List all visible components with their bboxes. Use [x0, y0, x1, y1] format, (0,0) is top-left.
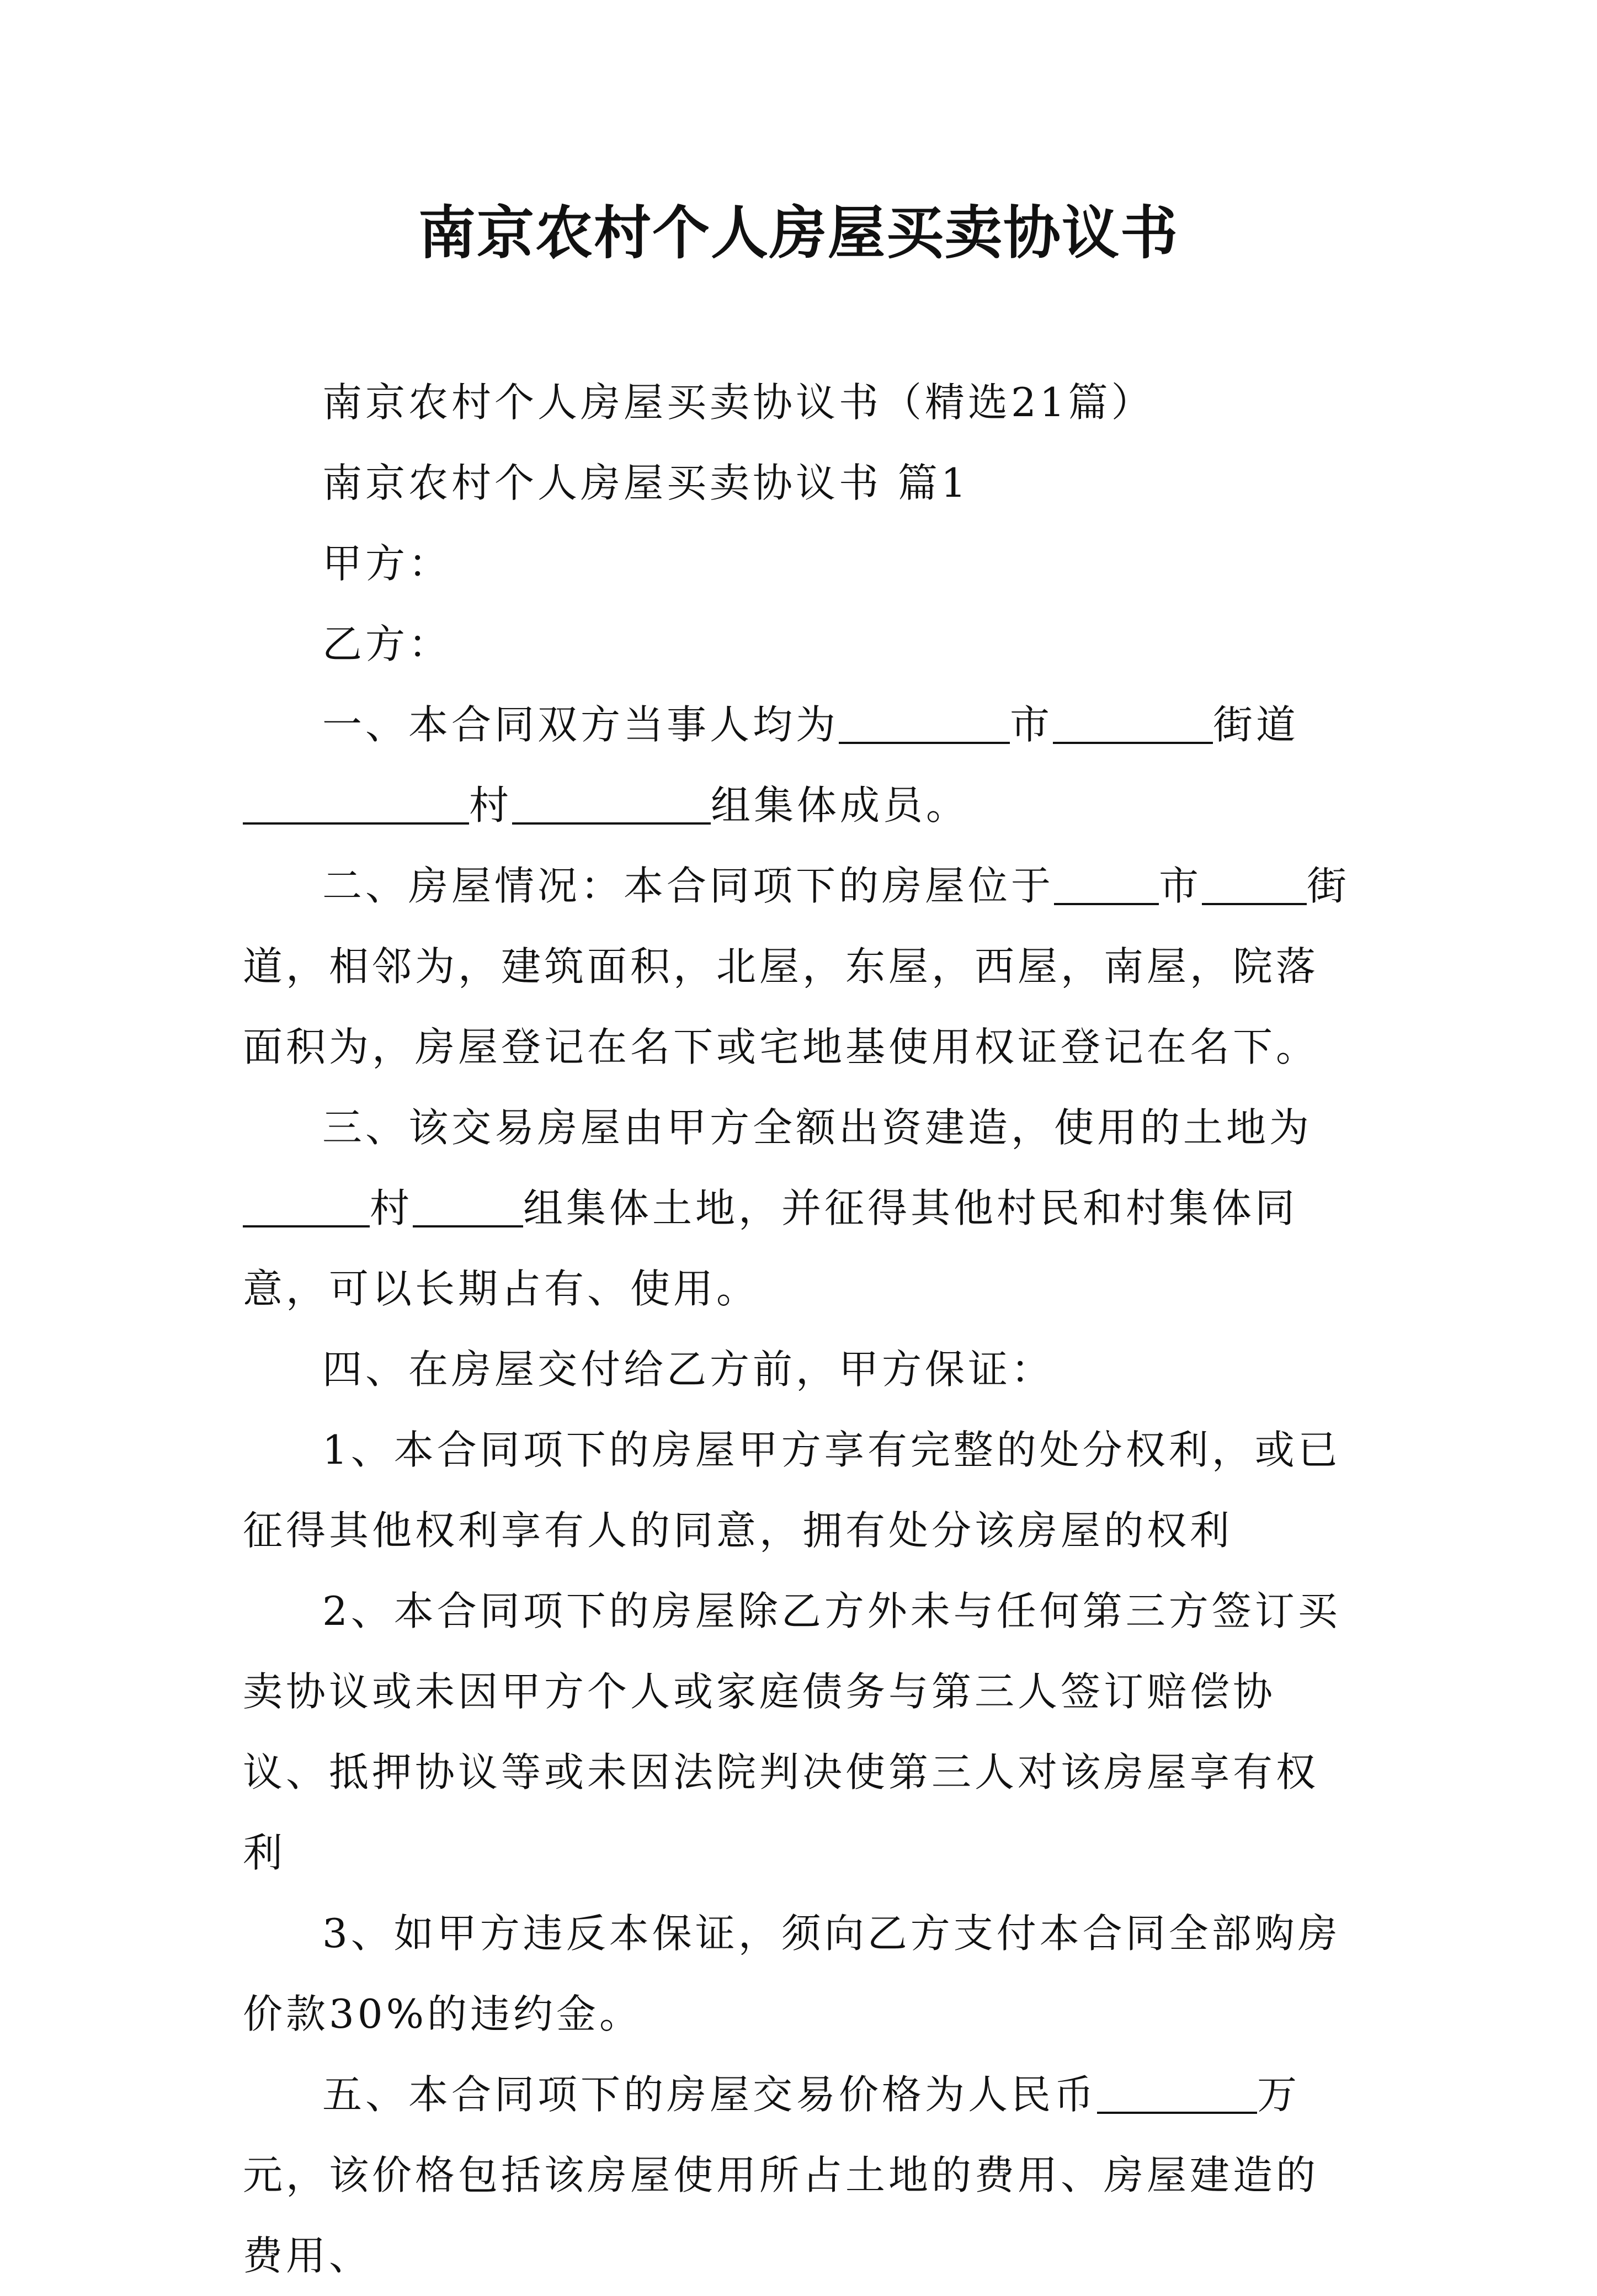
clause-3-text-a: 三、该交易房屋由甲方全额出资建造，使用的土地为 [322, 1104, 1313, 1151]
section-heading: 南京农村个人房屋买卖协议书 篇1 [322, 460, 970, 506]
party-b-line: 乙方： [322, 621, 452, 667]
clause-1-text-b: 市 [1010, 701, 1053, 748]
clause-5 [243, 2054, 1358, 2296]
document-body [243, 362, 1358, 2296]
blank-field [1053, 702, 1213, 744]
blank-field [1202, 863, 1307, 905]
clause-5-text-b: 万元，该价格包括该房屋使用所占土地的费用、房屋建造的费用、 [243, 2071, 1319, 2279]
blank-field [1097, 2072, 1257, 2114]
clause-1-text-a: 一、本合同双方当事人均为 [322, 701, 839, 748]
clause-2-text-a: 二、房屋情况：本合同项下的房屋位于 [322, 863, 1055, 909]
party-a-line: 甲方： [322, 540, 452, 587]
clause-3 [243, 1087, 1358, 1329]
clause-3-text-c: 组集体土地，并征得其他村民和村集体同意，可以长期占有、使用。 [243, 1185, 1298, 1312]
document-subtitle: 南京农村个人房屋买卖协议书（精选21篇） [322, 379, 1154, 426]
blank-field [243, 783, 469, 825]
clause-1-text-c: 街道 [1213, 701, 1300, 748]
blank-field [839, 702, 1010, 744]
clause-1-text-e: 组集体成员。 [711, 782, 970, 828]
blank-field [1054, 863, 1159, 905]
clause-2 [243, 846, 1358, 1087]
clause-4-item-2: 2、本合同项下的房屋除乙方外未与任何第三方签订买卖协议或未因甲方个人或家庭债务与第三人签订赔偿协议、抵押协议等或未因法院判决使第三人对该房屋享有权利 [243, 1588, 1341, 1876]
clause-1-text-d: 村 [469, 782, 513, 828]
blank-field [243, 1186, 370, 1227]
blank-field [512, 783, 711, 825]
document-title: 南京农村个人房屋买卖协议书 [418, 199, 1179, 267]
clause-1 [243, 684, 1358, 846]
clause-2-text-c: 街道，相邻为，建筑面积，北屋，东屋，西屋，南屋，院落面积为，房屋登记在名下或宅地基使用权证登记在名下。 [243, 863, 1350, 1070]
clause-4-item-3: 3、如甲方违反本保证，须向乙方支付本合同全部购房价款30%的违约金。 [243, 1910, 1341, 2037]
clause-3-text-b: 村 [370, 1185, 413, 1231]
clause-4-item-1: 1、本合同项下的房屋甲方享有完整的处分权利，或已征得其他权利享有人的同意，拥有处分该房屋的权利 [243, 1427, 1341, 1554]
blank-field [413, 1186, 523, 1227]
clause-2-text-b: 市 [1159, 863, 1202, 909]
clause-5-text-a: 五、本合同项下的房屋交易价格为人民币 [322, 2071, 1098, 2118]
clause-4: 四、在房屋交付给乙方前，甲方保证： [322, 1346, 1055, 1393]
